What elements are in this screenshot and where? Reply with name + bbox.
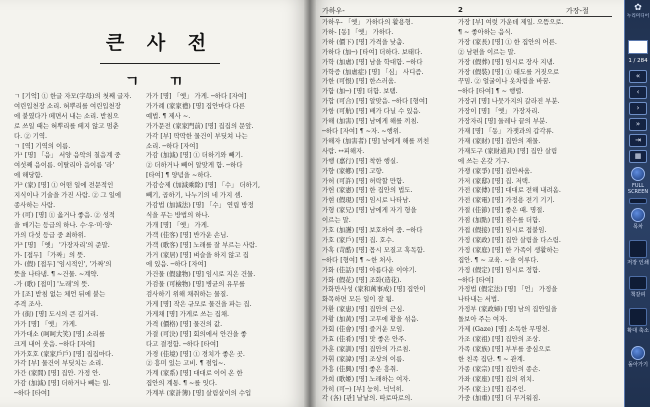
entry-line: 가호 (加護) [명] 보호하여 줌. ─하다 xyxy=(322,226,423,235)
left-column-1 xyxy=(14,92,134,404)
last-page-button[interactable]: » xyxy=(629,118,647,131)
entry-line: 가히 (可─) [부] 능히. 넉넉히. xyxy=(322,384,404,393)
logo-text: 누리미디어 xyxy=(626,14,650,19)
entry-line: 가혹 (苛酷) [명] 몹시 모질고 혹독함. xyxy=(322,245,425,254)
page-number-input[interactable] xyxy=(628,40,648,54)
zoom-button[interactable] xyxy=(629,308,647,326)
entry-line: 가절 (佳節) [명] 좋은 때. 명절. xyxy=(458,206,545,215)
entry-line: ─하다 [자여] ¶ ~자. ~행위. xyxy=(322,126,402,135)
left-page[interactable] xyxy=(0,0,310,407)
entry-line: ② 흥미 있는 고비. ¶ 점입~. xyxy=(146,359,226,368)
entry-line: 가가호호 (家家戶戶) [명] 집집마다. xyxy=(14,349,114,358)
publisher-logo xyxy=(626,3,650,21)
entry-line: 가하다 (加─) [타여] 더하다. 보태다. xyxy=(322,47,423,56)
entry-line: ㄱ [역] 기역의 이름. xyxy=(14,141,71,150)
entry-line: 가각 [부] 딱딱한 물건이 부딪쳐 나는 xyxy=(146,131,248,140)
entry-line: 가종 (家宗) [명] 집안의 종손. xyxy=(458,364,541,373)
entry-line: 가화 (假花) [명] 조화(造花). xyxy=(322,275,402,284)
entry-line: 가훈 (家訓) [명] 집안의 가르침. xyxy=(322,344,411,353)
entry-line: 가효 (佳肴) [명] 맛 좋은 안주. xyxy=(322,335,407,343)
entry-line: 가결 (可決) [명] 회의에서 안건을 좋 xyxy=(146,329,247,338)
header-rule xyxy=(320,16,612,17)
entry-line: 가가대소 (呵呵大笑) [명] 소리를 xyxy=(14,329,106,338)
bookmark-label: 책갈피 xyxy=(630,292,646,298)
page-count: 1 / 284 xyxy=(628,58,648,64)
entry-line: 가게 [명] 작은 규모로 물건을 파는 집. xyxy=(146,300,252,309)
entry-line: 가³ [명] 「옛」 '가장자리'의 준말. xyxy=(14,240,110,249)
book-gutter xyxy=(304,0,316,407)
entry-line: 가향 (家鄕) [명] 고향. xyxy=(322,166,384,175)
entry-line: 가해 (加害) [명] 남에게 해를 끼침. xyxy=(322,117,419,126)
zoom-label: 확대 축소 xyxy=(627,328,649,334)
entry-line: 가하- [동] 「옛」 가하다. xyxy=(322,27,394,36)
entry-line: 집안. ¶ ~ 교육. ~을 이루다. xyxy=(458,255,539,264)
entry-line: 가헌 (家憲) [명] 한 집안의 법도. xyxy=(322,186,413,195)
entry-line: 가허 (可許) [명] 허락할 만함. xyxy=(322,176,405,185)
entry-line: 가좌 (家座) [명] 집의 위치. xyxy=(458,374,535,383)
entry-line: 여섯째 음이름. 이탈리아 음이름 '라' xyxy=(14,161,115,170)
entry-line: 가휘 (家諱) [명] 조상의 이름. xyxy=(322,354,405,363)
toc-label: 목차 xyxy=(632,224,644,230)
print-save-button[interactable] xyxy=(629,240,647,258)
entry-line: 가건물 (假建物) [명] 임시로 지은 건물. xyxy=(146,270,256,279)
entry-line: 가접 (假接) [명] 임시로 접붙임. xyxy=(458,226,547,235)
right-page-header-left: 가하우- xyxy=(322,7,345,15)
entry-line: 가- [접두] 「가짜」의 뜻. xyxy=(14,250,86,259)
entry-line: 지식이나 기술을 가진 사람. ② 그 일에 xyxy=(14,191,122,200)
entry-line: 가게채 [명] 가게로 쓰는 집채. xyxy=(146,309,230,318)
entry-line: 가- (假) [접두] '임시적인', '가짜'의 xyxy=(14,260,112,269)
entry-line: ─하다 [타여] ¶ ~ 행렬. xyxy=(458,87,524,96)
entry-line: 가화만사성 (家和萬事成) [명] 집안이 xyxy=(322,285,426,294)
entry-line: 돌보아 주는 여자. xyxy=(458,315,508,324)
entry-line: 가형 (家兄) [명] 남에게 자기 형을 xyxy=(322,206,417,215)
entry-line: 가한 (可恨) [명] 한스러움. xyxy=(322,77,397,86)
entry-line: 각 (各) [관] 낱낱의. 따로따로의. xyxy=(322,394,413,403)
entry-line: 가합 (可合) [명] 알맞음. ─하다 [형여] xyxy=(322,97,428,106)
prev-page-button[interactable]: ‹ xyxy=(629,86,647,99)
entry-line: ─하다 [형여] ¶ ~한 처사. xyxy=(322,255,394,264)
entry-line: 로 쓰일 때는 혀뿌리를 떼지 않고 멈춘 xyxy=(14,121,119,130)
entry-line: 가화 (佳話) [명] 아름다운 이야기. xyxy=(322,265,417,274)
entry-line: 가재 (家財) [명] 집안의 재물. xyxy=(458,136,541,145)
entry-line: 가가례 (家家禮) [명] 집안마다 다른 xyxy=(146,101,246,110)
exit-label: 돌아가기 xyxy=(627,362,649,368)
fullscreen-label: FULL SCREEN xyxy=(627,183,649,195)
entry-line: 가가 [명] 「옛」 가게. xyxy=(14,319,77,328)
entry-line: 가제 (Gaze) [명] 소독한 무명천. xyxy=(458,325,550,334)
entry-line: 가계 (家系) [명] 대대로 이어 온 한 xyxy=(146,369,243,378)
entry-line: 가항 (可航) [명] 배가 다닐 수 있음. xyxy=(322,107,421,116)
entry-line: 에 쓰는 온갖 기구. xyxy=(458,156,510,165)
entry-line: 가호 (家戶) [명] 집. 호수. xyxy=(322,235,394,244)
entry-line: 가장 (家長) [명] ① 한 집안의 어른. xyxy=(458,37,557,46)
entry-line: 뜻을 나타냄. ¶ ~건물. ~계약. xyxy=(14,270,99,279)
next-page-button[interactable]: › xyxy=(629,102,647,115)
entry-line: 다. ② 기역. xyxy=(14,131,48,140)
entry-line: 가객 (佳客) [명] 반가운 손님. xyxy=(146,230,229,239)
entry-line: 가정 (家庭) [명] 한 가족이 생활하는 xyxy=(458,245,559,254)
entry-line: 검사하기 위해 채취하는 물질. xyxy=(146,290,229,299)
entry-line: 가 [조] 받침 없는 체언 뒤에 붙는 xyxy=(14,290,106,299)
fullscreen-icon[interactable] xyxy=(631,167,645,181)
entry-line: 가하 (價下) [명] 가격을 낮춤. xyxy=(322,37,405,46)
entry-line: 종사하는 사람. xyxy=(14,200,56,209)
right-page-header-right: 가장-절 xyxy=(566,7,589,15)
entry-line: 가장자리 [명] 둘레나 끝의 부분. xyxy=(458,117,548,126)
grid-view-button[interactable]: ▦ xyxy=(629,150,647,163)
entry-line: 가재 [명] 「동」 가잿과의 갑각류. xyxy=(458,126,554,135)
section-mark: ㄱ ㄲ xyxy=(124,72,196,90)
entry-line: 집안의 계통. ¶ ~를 잇다. xyxy=(146,379,217,388)
entry-line: 소리. ─하다 [자여] xyxy=(146,141,198,150)
entry-line: 가학 (加虐) [명] 남을 학대함. ─하다 xyxy=(322,57,423,66)
entry-line: 가 (可) [명] ① 옳거나 좋음. ② 성적 xyxy=(14,210,115,219)
entry-line: 나타내는 서법. xyxy=(458,295,500,304)
entry-line: ② 남편을 이르는 말. xyxy=(458,47,516,56)
title-block xyxy=(100,28,220,91)
entry-line: 가정 (假定) [명] 임시로 정함. xyxy=(458,265,541,274)
entry-line: 가해자 (加害者) [명] 남에게 해를 끼친 xyxy=(322,136,430,145)
entry-line: 가전 (家傳) [명] 대대로 전해 내려옴. xyxy=(458,186,561,195)
entry-line: 가황 (加黃) [명] 고무에 황을 섞음. xyxy=(322,315,419,324)
toc-icon[interactable] xyxy=(631,208,645,222)
entry-line: 에 있음. ─하다 [자여] xyxy=(146,260,207,269)
entry-line: 한 친족 집단. ¶ ~ 관계. xyxy=(458,354,525,363)
entry-line: 가정부 (家政婦) [명] 남의 집안일을 xyxy=(458,305,558,314)
entry-line: 가중 (加重) [명] 더 무거워짐. xyxy=(458,394,541,403)
entry-line: -가 (歌) [접미] '노래'의 뜻. xyxy=(14,280,90,289)
entry-line: 가희 (歌姬) [명] 노래하는 여자. xyxy=(322,374,411,383)
entry-line: 화목하면 모든 일이 잘 됨. xyxy=(322,295,394,304)
entry-line: 가계부 (家計簿) [명] 살림살이의 수입 xyxy=(146,389,252,398)
entry-line: ¶ ~ 좋아하는 음식. xyxy=(458,27,513,36)
entry-line: 가감승제 (加減乘除) [명] 「수」 더하기, xyxy=(146,181,261,190)
entry-line: 가점 (加點) [명] 점수를 더함. xyxy=(458,216,541,225)
print-save-label: 저장 인쇄 xyxy=(627,260,649,266)
entry-line: 가회 (佳會) [명] 즐거운 모임. xyxy=(322,325,405,334)
title-rule xyxy=(100,63,220,64)
entry-line: 주격 조사. xyxy=(14,300,43,309)
entry-line: 가주 (家主) [명] 집주인. xyxy=(458,384,526,393)
entry-line: 가가문전 (家家門前) [명] 집집의 문앞. xyxy=(146,121,254,130)
entry-line: 가장 (假葬) [명] 임시로 장사 지냄. xyxy=(458,57,555,66)
entry-line: 가검물 (可檢物) [명] 병균의 유무를 xyxy=(146,280,246,289)
entry-line: 크게 내어 웃음. ─하다 [자여] xyxy=(14,339,95,348)
entry-line: 가장 [부] 여럿 가운데 제일. 으뜸으로. xyxy=(458,18,564,26)
entry-line: 가족 (家族) [명] 부부를 중심으로 xyxy=(458,344,551,353)
entry-line: 가경 (佳境) [명] ① 경치가 좋은 곳. xyxy=(146,349,245,358)
entry-line: 가개 [명] 「옛」 가게. xyxy=(146,220,209,229)
entry-line: 에 붙였다가 떼면서 내는 소리. 받침으 xyxy=(14,111,119,120)
entry-line: 가¹ [명] 「음」 서양 음악의 칠음계 중 xyxy=(14,151,121,160)
left-column-2 xyxy=(146,92,298,404)
entry-line: 가장귀 [명] 나뭇가지의 갈라진 부분. xyxy=(458,97,560,106)
entry-line: 가감 (加減) [명] ① 더하기와 빼기. xyxy=(146,151,243,160)
entry-line: ㄱ [기억] ① 한글 자모(字母)의 첫째 글자. xyxy=(14,92,132,100)
entry-line: ─하다 [타여] xyxy=(14,389,50,398)
entry-line: 가전 (家電) [명] 가정용 전기 기기. xyxy=(458,196,555,205)
exit-icon[interactable] xyxy=(631,346,645,360)
entry-line: 가함 (加─) [명] 더함. 보탬. xyxy=(322,87,398,96)
control-panel xyxy=(624,0,650,407)
book-title: 큰 사 전 xyxy=(105,32,215,54)
bookmark-button[interactable] xyxy=(629,276,647,290)
right-column-2 xyxy=(458,18,610,404)
entry-line: 가격 (價格) [명] 물건의 값. xyxy=(146,319,223,328)
entry-line: 가가 [명] 「옛」 가게. ─하다 [자여] xyxy=(146,92,247,100)
entry-line: 가행 (嘉行) [명] 착한 행실. xyxy=(322,156,399,165)
entry-line: 가장 (假裝) [명] ① 태도를 거짓으로 xyxy=(458,67,560,76)
right-column-1 xyxy=(322,18,450,404)
entry-line: ─하다 [타여] xyxy=(458,275,494,284)
entry-line: 가객 (歌客) [명] 노래를 잘 부르는 사람. xyxy=(146,240,258,249)
entry-line: 꾸밈. ② 얼굴이나 옷차림을 바꿈. xyxy=(458,77,551,86)
entry-line: 가하우- 「옛」 가하다의 활용형. xyxy=(322,18,413,26)
entry-line: 가조 (家祖) [명] 집안의 조상. xyxy=(458,335,541,343)
entry-line: 사람. ↔피해자. xyxy=(322,146,365,155)
entry-line: 다고 결정함. ─하다 [타여] xyxy=(146,339,219,348)
entry-line: 가각 [부] 물건이 부딪치는 소리. xyxy=(14,359,104,368)
entry-line: 여린입천장 소리. 혀뿌리를 여린입천장 xyxy=(14,101,121,110)
entry-line: 가감 (加減) [명] 더하거나 빼는 일. xyxy=(14,379,111,388)
entry-line: 가거 (家居) [명] 벼슬을 하지 않고 집 xyxy=(146,250,249,259)
entry-line: 에 해당함. xyxy=(14,171,43,180)
entry-line: 가쟁 (家爭) [명] 집안싸움. xyxy=(458,166,533,175)
entry-line: 가² (家) [명] ① 어떤 일에 전문적인 xyxy=(14,181,114,190)
entry-line: 가의 다섯 등급 중 최하위. xyxy=(14,230,86,239)
entry-line: 가정 (家政) [명] 집안 살림을 다스림. xyxy=(458,235,561,244)
entry-line: 가저 (家邸) [명] 집. 저택. xyxy=(458,176,530,185)
entry-line: 을 매기는 등급의 하나. 수·우·미·양· xyxy=(14,220,113,229)
right-page-number: 2 xyxy=(458,6,463,14)
entry-line: 가간 (家間) [명] 집안. 가정 안. xyxy=(14,369,101,378)
first-page-button[interactable]: « xyxy=(629,70,647,83)
entry-line: 식을 푸는 방법의 하나. xyxy=(146,210,210,219)
page-jump-button[interactable]: ⇥ xyxy=(629,134,647,147)
entry-line: 예법. ¶ 제사 ~. xyxy=(146,111,191,120)
entry-line: ② 더하거나 빼어 알맞게 함. ─하다 xyxy=(146,161,243,170)
entry-line: 이르는 말. xyxy=(322,216,351,225)
entry-line: 가감법 (加減法) [명] 「수」 연립 방정 xyxy=(146,200,254,209)
entry-line: 가재도구 (家財道具) [명] 집안 살림 xyxy=(458,146,558,155)
entry-line: 가 (街) [명] 도시의 큰 길거리. xyxy=(14,309,99,318)
entry-line: 가정법 (假定法) [명] 「언」 가정을 xyxy=(458,285,558,294)
entry-line: [타여] ¶ 양념을 ~하다. xyxy=(146,171,212,180)
entry-line: 가흥 (佳興) [명] 좋은 흥취. xyxy=(322,364,399,373)
entry-line: 가학증 (加虐症) [명] 「심」 사디즘. xyxy=(322,67,424,76)
toolbar-divider xyxy=(629,198,647,204)
entry-line: 빼기, 곱하기, 나누기의 네 가지 셈. xyxy=(146,191,243,200)
entry-line: 가장이 [명] 「옛」 가장자리. xyxy=(458,107,540,116)
logo-icon: ✿ xyxy=(634,3,642,13)
entry-line: 가현 (假現) [명] 임시로 나타남. xyxy=(322,196,411,205)
entry-line: 가환 (家患) [명] 집안의 근심. xyxy=(322,305,405,314)
